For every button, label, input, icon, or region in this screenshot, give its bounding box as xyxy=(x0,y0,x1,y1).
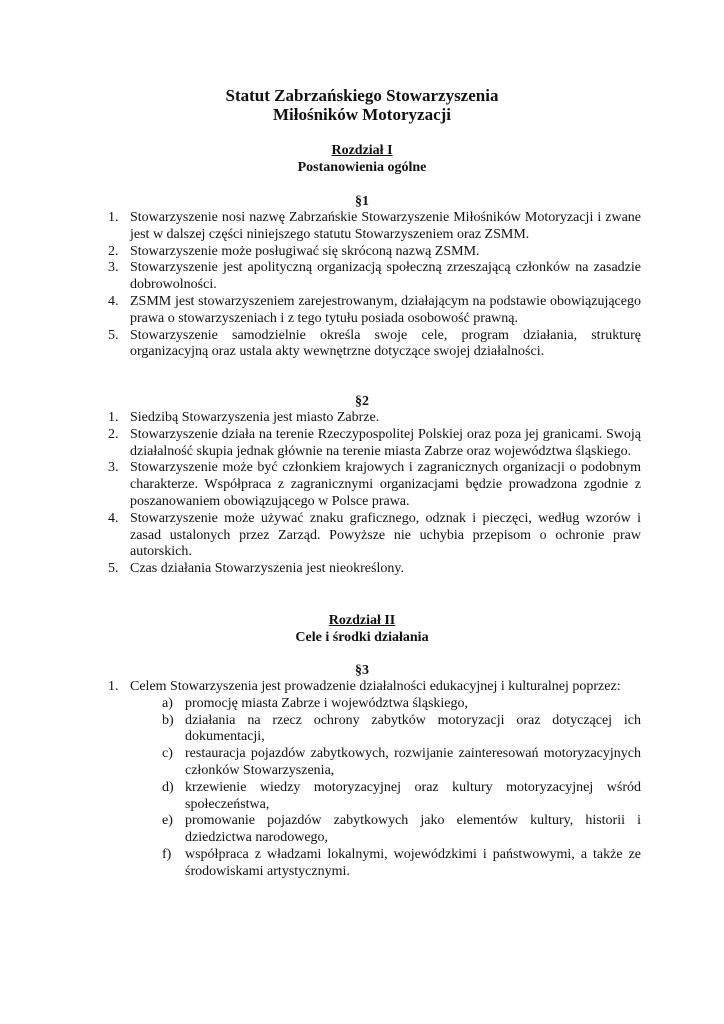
list-item xyxy=(108,427,641,461)
list-item xyxy=(108,410,641,427)
chapter-2-label: Rozdział II xyxy=(328,613,396,628)
sub-item-letter: c) xyxy=(162,746,173,762)
sub-item-letter: a) xyxy=(162,695,173,711)
paragraph-1-list xyxy=(108,210,641,361)
item-text: Stowarzyszenie może posługiwać się skróconą nazwą ZSMM. xyxy=(130,243,480,259)
sub-list-item xyxy=(142,696,641,713)
item-number: 4. xyxy=(108,510,119,526)
sub-list-item xyxy=(142,813,641,847)
sub-item-letter: d) xyxy=(162,779,174,795)
item-text: Stowarzyszenie może być członkiem krajowych i zagranicznych organizacji o podobnym charakterze. Współpraca z zagranicznymi organizacjami będzie prowadzona zgodnie z poszanowaniem obowiązującego w Polsce prawa. xyxy=(130,460,641,509)
item-text: Stowarzyszenie może używać znaku graficznego, odznak i pieczęci, według wzorów i zasad ustalonych przez Zarząd. Powyższe nie uchybia przepisom o ochronie praw autorskich. xyxy=(130,510,641,560)
item-number: 1. xyxy=(108,679,119,694)
item-number: 1. xyxy=(108,210,119,225)
item-number: 3. xyxy=(108,260,119,276)
sub-list-item xyxy=(142,746,641,780)
paragraph-1-mark: §1 xyxy=(355,194,369,209)
sub-item-text: promowanie pojazdów zabytkowych jako elementów kultury, historii i dziedzictwa narodowego, xyxy=(185,813,641,846)
item-text: ZSMM jest stowarzyszeniem zarejestrowanym, działającym na podstawie obowiązującego prawa o stowarzyszeniach i z tego tytułu posiada osobowość prawną. xyxy=(130,293,641,326)
paragraph-2-mark: §2 xyxy=(355,394,369,409)
list-item xyxy=(108,561,641,578)
list-item xyxy=(108,460,641,510)
chapter-1-subtitle: Postanowienia ogólne xyxy=(297,160,427,175)
item-text: Stowarzyszenie samodzielnie określa swoje cele, program działania, strukturę organizacyjną oraz ustala akty wewnętrzne dotyczące swojej działalności. xyxy=(130,327,641,360)
list-item xyxy=(108,244,641,261)
sub-item-text: promocję miasta Zabrze i województwa śląskiego, xyxy=(185,695,469,711)
list-item xyxy=(108,210,641,244)
document-title-line2: Miłośników Motoryzacji xyxy=(273,105,451,124)
paragraph-3-list xyxy=(108,679,641,881)
list-item xyxy=(108,511,641,561)
item-number: 2. xyxy=(108,426,119,442)
item-text: Stowarzyszenie jest apolityczną organizacją społeczną zrzeszającą członków na zasadzie dobrowolności. xyxy=(130,260,641,293)
item-text: Stowarzyszenie nosi nazwę Zabrzańskie Stowarzyszenie Miłośników Motoryzacji i zwane jest w dalszej części niniejszego statutu Stowarzyszeniem oraz ZSMM. xyxy=(130,210,641,242)
document-title-line1: Statut Zabrzańskiego Stowarzyszenia xyxy=(225,86,499,105)
item-number: 2. xyxy=(108,243,119,259)
sub-item-text: działania na rzecz ochrony zabytków motoryzacji oraz dotyczącej ich dokumentacji, xyxy=(185,712,641,745)
sub-list-item xyxy=(142,713,641,747)
item-text: Celem Stowarzyszenia jest prowadzenie działalności edukacyjnej i kulturalnej poprzez: xyxy=(130,679,621,694)
item-number: 4. xyxy=(108,293,119,309)
item-number: 5. xyxy=(108,561,119,577)
item-text: Stowarzyszenie działa na terenie Rzeczypospolitej Polskiej oraz poza jej granicami. Swoją działalność skupia jednak głównie na terenie miasta Zabrze oraz województwa śląskiego. xyxy=(130,426,641,459)
sub-list-item xyxy=(142,847,641,881)
list-item xyxy=(108,294,641,328)
sub-item-text: współpraca z władzami lokalnymi, wojewódzkimi i państwowymi, a także ze środowiskami artystycznymi. xyxy=(185,846,641,879)
sub-item-letter: f) xyxy=(162,846,172,862)
sub-item-letter: e) xyxy=(162,813,173,829)
paragraph-2-list xyxy=(108,410,641,578)
item-number: 5. xyxy=(108,327,119,343)
sub-list xyxy=(130,696,641,881)
list-item xyxy=(108,679,641,881)
item-number: 1. xyxy=(108,410,119,425)
chapter-2-subtitle: Cele i środki działania xyxy=(295,630,429,645)
list-item xyxy=(108,260,641,294)
list-item xyxy=(108,328,641,362)
chapter-1-label: Rozdział I xyxy=(331,143,393,158)
paragraph-3-mark: §3 xyxy=(355,663,369,678)
sub-item-letter: b) xyxy=(162,712,174,728)
item-number: 3. xyxy=(108,460,119,476)
item-text: Siedzibą Stowarzyszenia jest miasto Zabrze. xyxy=(130,410,380,425)
sub-item-text: krzewienie wiedzy motoryzacyjnej oraz kultury motoryzacyjnej wśród społeczeństwa, xyxy=(185,779,641,812)
sub-item-text: restauracja pojazdów zabytkowych, rozwijanie zainteresowań motoryzacyjnych członków Stowarzyszenia, xyxy=(185,746,641,778)
item-text: Czas działania Stowarzyszenia jest nieokreślony. xyxy=(130,561,404,577)
sub-list-item xyxy=(142,780,641,814)
